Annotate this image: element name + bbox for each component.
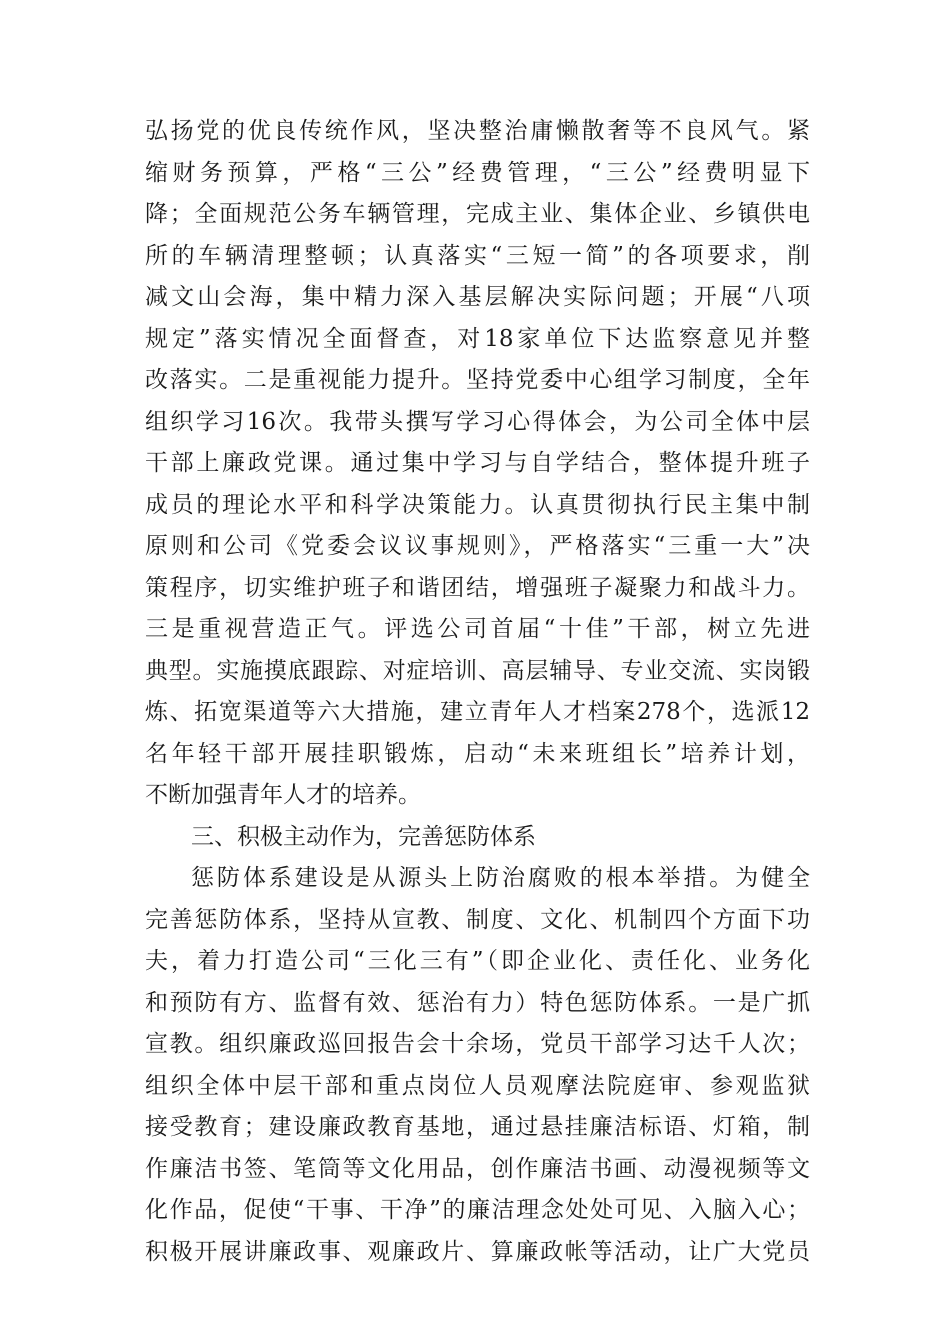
text-line: 典型。实施摸底跟踪、对症培训、高层辅导、专业交流、实岗锻 — [145, 657, 810, 684]
text-line: 三是重视营造正气。评选公司首届“十佳”干部，树立先进 — [145, 616, 810, 642]
text-line: 作廉洁书签、笔筒等文化用品，创作廉洁书画、动漫视频等文 — [145, 1155, 810, 1182]
text-line: 弘扬党的优良传统作风，坚决整治庸懒散奢等不良风气。紧 — [145, 118, 810, 144]
text-line: 宣教。组织廉政巡回报告会十余场，党员干部学习达千人次； — [145, 1031, 810, 1057]
text-line: 不断加强青年人才的培养。 — [145, 782, 421, 808]
text-line: 化作品，促使“干事、干净”的廉洁理念处处可见、入脑入心； — [145, 1197, 810, 1223]
section-heading: 三、积极主动作为，完善惩防体系 — [191, 823, 536, 850]
text-line: 名年轻干部开展挂职锻炼，启动“未来班组长”培养计划， — [145, 740, 810, 767]
text-line: 积极开展讲廉政事、观廉政片、算廉政帐等活动，让广大党员 — [145, 1238, 810, 1265]
text-line: 原则和公司《党委会议议事规则》，严格落实“三重一大”决 — [145, 533, 810, 559]
text-line: 规定”落实情况全面督查，对18家单位下达监察意见并整 — [145, 325, 810, 352]
text-line: 组织全体中层干部和重点岗位人员观摩法院庭审、参观监狱 — [145, 1072, 810, 1099]
text-line: 减文山会海，集中精力深入基层解决实际问题；开展“八项 — [145, 284, 810, 310]
text-line: 组织学习16次。我带头撰写学习心得体会，为公司全体中层 — [145, 408, 810, 435]
text-line: 惩防体系建设是从源头上防治腐败的根本举措。为健全 — [191, 865, 810, 891]
text-line: 缩财务预算，严格“三公”经费管理，“三公”经费明显下 — [145, 159, 810, 186]
text-line: 炼、拓宽渠道等六大措施，建立青年人才档案278个，选派12 — [145, 699, 810, 725]
text-line: 和预防有方、监督有效、惩治有力）特色惩防体系。一是广抓 — [145, 989, 810, 1016]
text-line: 夫，着力打造公司“三化三有”（即企业化、责任化、业务化 — [145, 948, 810, 974]
text-line: 改落实。二是重视能力提升。坚持党委中心组学习制度，全年 — [145, 367, 810, 393]
text-line: 完善惩防体系，坚持从宣教、制度、文化、机制四个方面下功 — [145, 906, 810, 933]
text-line: 干部上廉政党课。通过集中学习与自学结合，整体提升班子 — [145, 450, 810, 476]
text-line: 降；全面规范公务车辆管理，完成主业、集体企业、乡镇供电 — [145, 201, 810, 227]
text-line: 接受教育；建设廉政教育基地，通过悬挂廉洁标语、灯箱，制 — [145, 1114, 810, 1140]
text-line: 所的车辆清理整顿；认真落实“三短一简”的各项要求，削 — [145, 242, 810, 269]
body-text — [145, 111, 810, 1273]
text-line: 策程序，切实维护班子和谐团结，增强班子凝聚力和战斗力。 — [145, 574, 810, 601]
text-line: 成员的理论水平和科学决策能力。认真贯彻执行民主集中制 — [145, 491, 810, 518]
